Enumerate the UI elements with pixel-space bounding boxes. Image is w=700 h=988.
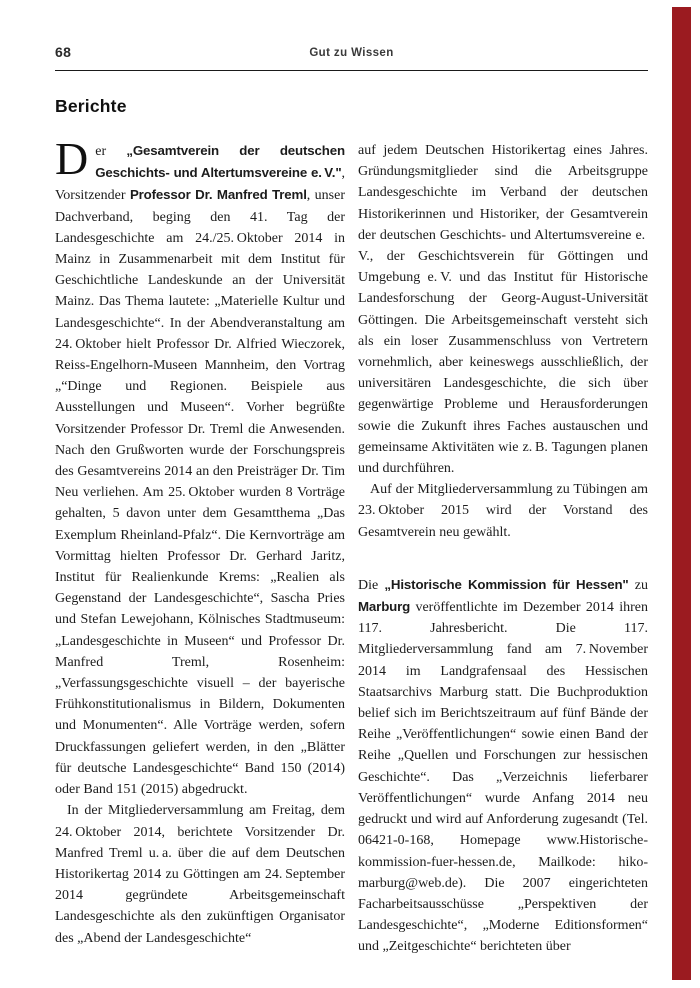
emphasized-name: „Gesamtverein der deutschen Geschichts- und Altertumsvereine e. V." — [95, 143, 345, 181]
paragraph — [358, 574, 648, 958]
body-text: , unser Dachverband, beging den 41. Tag der Landesgeschichte am 24./25. Oktober 2014 in Mainz in Zusammenarbeit mit dem Institut für Geschichtliche Landeskunde an der Universität Mainz. Das Thema lautete: „Materielle Kultur und Landesgeschichte“. In der Abendveranstaltung am 24. Oktober hielt Professor Dr. Alfried Wieczorek, Reiss-Engelhorn-Museen Mannheim, den Vortrag „“Dinge und Regionen. Beispiele aus Ausstellungen und Museen“. Vorher begrüßte Vorsitzender Professor Dr. Treml die Anwesenden. Nach den Grußworten wurde der Forschungspreis des Gesamtvereins 2014 an den Preisträger Dr. Tim Neu verliehen. Am 25. Oktober wurden 8 Vorträge gehalten, 5 davon unter dem Gesamtthema „Das Exemplum Rheinland-Pfalz“. Die Kernvorträge am Vormittag hielten Professor Dr. Gerhard Jaritz, Institut für Realienkunde Krems: „Realien als Gegenstand der Landesgeschichte“, Sascha Pries und Stefan Lewejohann, Kölnisches Stadtmuseum: „Landesgeschichte in Museen“ und Professor Dr. Manfred Treml, Rosenheim: „Verfassungsgeschichte visuell – der bayerische Frühkonstitutionalismus in Bildern, Dokumenten und Monumenten“. Alle Vorträge werden, sofern Druckfassungen geliefert werden, in den „Blätter für deutsche Landesgeschichte“ Band 150 (2014) oder Band 151 (2015) abgedruckt. — [55, 188, 345, 798]
body-text: , Vorsitzender — [55, 166, 345, 204]
body-text: zu — [628, 577, 648, 593]
page-header — [55, 44, 648, 64]
text-column-right — [358, 140, 648, 958]
paragraph — [55, 800, 345, 948]
running-head: Gut zu Wissen — [309, 47, 394, 59]
body-text: Auf der Mitgliederversammlung zu Tübingen am 23. Oktober 2015 wird der Vorstand des Gesamtverein neu gewählt. — [358, 482, 648, 540]
emphasized-name: Professor Dr. Manfred Treml — [129, 187, 307, 203]
header-rule — [55, 70, 648, 71]
emphasized-name: Marburg — [358, 599, 411, 615]
text-columns — [55, 133, 648, 958]
section-title: Berichte — [55, 96, 127, 116]
page-number: 68 — [55, 44, 72, 60]
body-text: veröffentlichte im Dezember 2014 ihren 117. Jahresbericht. Die 117. Mitgliederversammlung fand am 7. November 2014 im Landgrafensaal des Hessischen Staatsarchivs Marburg statt. Die Buchproduktion belief sich im Berichtszeitraum auf fünf Bände der Reihe „Veröffentlichungen“ sowie einen Band der Reihe „Quellen und Forschungen zur hessischen Geschichte“. Das „Verzeichnis lieferbarer Veröffentlichungen“ wurde Anfang 2014 neu gedruckt und wird auf Anforderung zugesandt (Tel. 06421-0-168, Homepage www.​Historische-kommission-fuer-hessen.de, Mailkode: hiko-marburg@web.de). Die 2007 eingerichteten Facharbeitsausschüsse „Perspektiven der Landesgeschichte“, „Moderne Editionsformen“ und „Zeitgeschichte“ berichteten über — [358, 600, 648, 955]
body-text: Die — [358, 577, 385, 593]
body-text: er — [95, 144, 127, 159]
emphasized-name: „Historische Kommission für Hessen" — [384, 576, 629, 592]
paragraph — [358, 140, 648, 479]
paragraph — [358, 479, 648, 543]
text-column-left — [55, 133, 345, 958]
paragraph — [55, 133, 345, 800]
drop-cap: D — [55, 133, 89, 184]
body-text: In der Mitgliederversammlung am Freitag, dem 24. Oktober 2014, berichtete Vorsitzender Dr. Manfred Treml u. a. über die auf dem Deutschen Historikertag 2014 zu Göttingen am 24. September 2014 gegründete Arbeitsgemeinschaft Landesgeschichte als den zukünftigen Organisator des „Abend der Landesgeschichte“ — [55, 803, 345, 946]
page-edge-accent-bar — [672, 7, 691, 980]
page-content — [55, 44, 648, 958]
body-text: auf jedem Deutschen Historikertag eines Jahres. Gründungsmitglieder sind die Arbeitsgruppe Landesgeschichte im Verband der deutschen Historikerinnen und Historiker, der Gesamtverein der deutschen Geschichts- und Altertumsvereine e. V., der Geschichtsverein für Göttingen und Umgebung e. V. und das Institut für Historische Landesforschung der Georg-August-Universität Göttingen. Die Arbeitsgemeinschaft versteht sich als ein loser Zusammenschluss von Vertretern vornehmlich, aber keineswegs ausschließlich, der universitären Landesgeschichte, die sich über gegenwärtige Probleme und Herausforderungen sowie die Zukunft ihres Faches austauschen und gemeinsame Aktivitäten wie z. B. Tagungen planen und durchführen. — [358, 143, 648, 477]
